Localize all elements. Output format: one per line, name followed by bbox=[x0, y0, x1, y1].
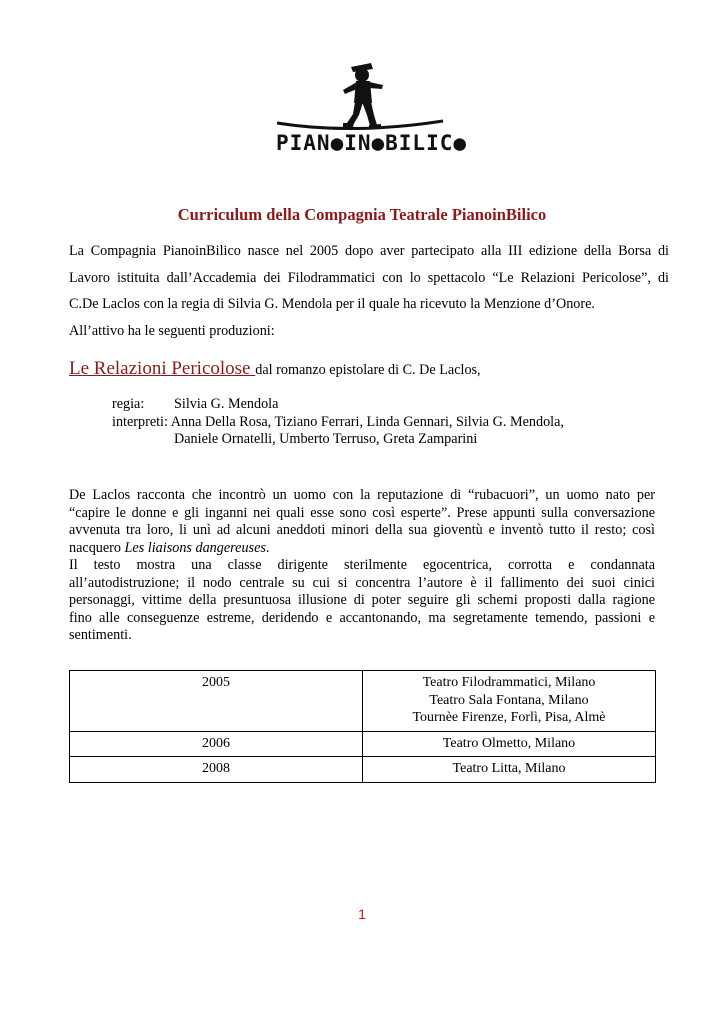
table-row bbox=[70, 731, 656, 757]
interpreti-value-continued: Daniele Ornatelli, Umberto Terruso, Greta Zamparini bbox=[174, 431, 478, 447]
production-title: Le Relazioni Pericolose bbox=[69, 358, 256, 379]
book-title: Les liaisons dangereuses bbox=[124, 539, 266, 556]
page-title: Curriculum della Compagnia Teatrale PianoinBilico bbox=[177, 205, 547, 224]
intro-line: C.De Laclos con la regia di Silvia G. Mendola per il quale ha ricevuto la Menzione d’Onore. bbox=[69, 296, 595, 312]
regia-value: Silvia G. Mendola bbox=[174, 396, 279, 412]
page-number: 1 bbox=[358, 906, 366, 922]
description-line: Il testo mostra una classe dirigente sterilmente egocentrica, corrotta e condannata bbox=[69, 557, 655, 573]
interpreti-label: interpreti: bbox=[112, 413, 168, 430]
venue: Teatro Filodrammatici, Milano bbox=[422, 675, 596, 690]
description-line bbox=[69, 540, 655, 558]
year-cell: 2006 bbox=[70, 731, 363, 757]
production-subtitle: dal romanzo epistolare di C. De Laclos, bbox=[255, 362, 481, 378]
venue: Teatro Sala Fontana, Milano bbox=[429, 692, 589, 708]
interpreti-value: Anna Della Rosa, Tiziano Ferrari, Linda Gennari, Silvia G. Mendola, bbox=[170, 413, 564, 430]
description-text: . bbox=[265, 539, 270, 556]
venue: Teatro Litta, Milano bbox=[452, 761, 566, 776]
venue-cell bbox=[363, 731, 656, 757]
production-credits bbox=[112, 396, 564, 449]
logo-wordmark: PIAN●IN●BILIC● bbox=[276, 131, 468, 155]
description-paragraph bbox=[69, 487, 655, 645]
description-line: all’autodistruzione; il nodo centrale su cui si concentra l’autore è il fallimento dei suoi cinici bbox=[69, 574, 655, 591]
description-line: De Laclos racconta che incontrò un uomo con la reputazione di “rubacuori”, un uomo nato per bbox=[69, 487, 655, 503]
description-line: personaggi, vittime della presuntuosa illusione di poter seguire gli schemi proposti dalla ragione bbox=[69, 592, 655, 608]
description-line: “capire le donne e gli inganni nei quali esse sono così esperte”. Prese appunti sulla conversazione bbox=[69, 504, 655, 521]
intro-line: Lavoro istituita dall’Accademia dei Filodrammatici con lo spettacolo “Le Relazioni Pericolose”, di bbox=[69, 269, 669, 286]
regia-label: regia: bbox=[112, 396, 145, 412]
table-row bbox=[70, 757, 656, 783]
intro-paragraph bbox=[69, 238, 669, 344]
year-cell: 2005 bbox=[70, 671, 363, 732]
venue-cell bbox=[363, 671, 656, 732]
productions-table bbox=[69, 670, 656, 783]
intro-line: La Compagnia PianoinBilico nasce nel 2005 dopo aver partecipato alla III edizione della Borsa di bbox=[69, 243, 669, 259]
intro-line: All’attivo ha le seguenti produzioni: bbox=[69, 322, 275, 339]
description-line: avvenuta tra loro, li unì ad alcuni aneddoti minori della sua gioventù e inventò tutto il resto; così bbox=[69, 522, 655, 538]
table-row bbox=[70, 671, 656, 732]
description-line: sentimenti. bbox=[69, 627, 132, 643]
description-text: nacquero bbox=[69, 539, 125, 556]
venue-cell bbox=[363, 757, 656, 783]
year-cell: 2008 bbox=[70, 757, 363, 783]
production-heading bbox=[69, 358, 481, 380]
description-line: fino alle conseguenze estreme, deridendo e accantonando, ma segretamente temendo, passioni e bbox=[69, 609, 655, 626]
venue: Tournèe Firenze, Forlì, Pisa, Almè bbox=[412, 710, 606, 725]
venue: Teatro Olmetto, Milano bbox=[442, 735, 576, 751]
